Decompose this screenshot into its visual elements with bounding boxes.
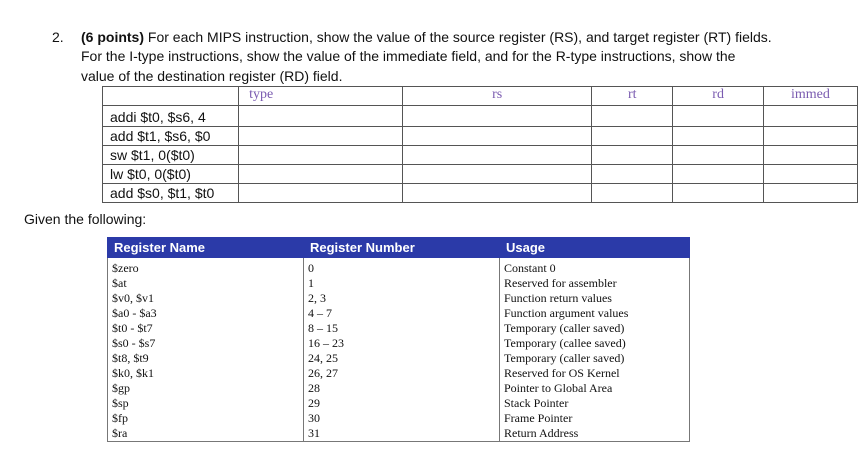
- table-row: [108, 336, 690, 351]
- header-usage: Usage: [500, 238, 690, 258]
- table-row: [103, 184, 858, 203]
- register-name-cell: $at: [108, 276, 304, 291]
- header-blank: [103, 87, 239, 106]
- instruction-table: [102, 86, 858, 203]
- register-name-cell: $t0 - $t7: [108, 321, 304, 336]
- table-row: [108, 291, 690, 306]
- table-row: [108, 351, 690, 366]
- table-row: [108, 411, 690, 426]
- register-number-cell: 26, 27: [304, 366, 500, 381]
- answer-cell-rt[interactable]: [592, 165, 673, 184]
- register-usage-cell: Temporary (callee saved): [500, 336, 690, 351]
- answer-cell-rd[interactable]: [673, 106, 763, 127]
- register-number-cell: 2, 3: [304, 291, 500, 306]
- instruction-cell: sw $t1, 0($t0): [103, 146, 239, 165]
- table-row: [103, 165, 858, 184]
- register-usage-cell: Function argument values: [500, 306, 690, 321]
- question-points: (6 points): [81, 29, 144, 45]
- table-row: [103, 146, 858, 165]
- register-number-cell: 0: [304, 258, 500, 277]
- register-name-cell: $fp: [108, 411, 304, 426]
- table-row: [108, 426, 690, 442]
- table-row: [103, 127, 858, 146]
- header-type: type: [239, 87, 403, 106]
- question-line-1-text: For each MIPS instruction, show the value of the source register (RS), and target register (RT) fields.: [144, 29, 772, 45]
- answer-cell-rt[interactable]: [592, 184, 673, 203]
- question-line-1: [81, 27, 772, 47]
- register-number-cell: 4 – 7: [304, 306, 500, 321]
- answer-cell-type[interactable]: [239, 146, 403, 165]
- register-number-cell: 28: [304, 381, 500, 396]
- instruction-cell: addi $t0, $s6, 4: [103, 106, 239, 127]
- table-row: [108, 366, 690, 381]
- answer-cell-type[interactable]: [239, 184, 403, 203]
- answer-cell-rs[interactable]: [403, 127, 592, 146]
- register-usage-cell: Stack Pointer: [500, 396, 690, 411]
- given-text: Given the following:: [24, 211, 147, 227]
- answer-cell-type[interactable]: [239, 106, 403, 127]
- answer-cell-rd[interactable]: [673, 184, 763, 203]
- register-name-cell: $zero: [108, 258, 304, 277]
- answer-cell-immed[interactable]: [763, 165, 857, 184]
- answer-cell-immed[interactable]: [763, 146, 857, 165]
- table-row: [108, 258, 690, 277]
- table-row: [108, 396, 690, 411]
- register-number-cell: 1: [304, 276, 500, 291]
- register-number-cell: 8 – 15: [304, 321, 500, 336]
- table-row: [108, 276, 690, 291]
- register-usage-cell: Function return values: [500, 291, 690, 306]
- register-usage-cell: Temporary (caller saved): [500, 321, 690, 336]
- answer-cell-rs[interactable]: [403, 146, 592, 165]
- register-name-cell: $v0, $v1: [108, 291, 304, 306]
- answer-cell-immed[interactable]: [763, 184, 857, 203]
- register-name-cell: $t8, $t9: [108, 351, 304, 366]
- answer-cell-rt[interactable]: [592, 146, 673, 165]
- register-table-body: [108, 258, 690, 442]
- header-register-name: Register Name: [108, 238, 304, 258]
- register-name-cell: $k0, $k1: [108, 366, 304, 381]
- register-usage-cell: Temporary (caller saved): [500, 351, 690, 366]
- register-name-cell: $a0 - $a3: [108, 306, 304, 321]
- answer-cell-rt[interactable]: [592, 127, 673, 146]
- register-name-cell: $sp: [108, 396, 304, 411]
- answer-cell-rs[interactable]: [403, 184, 592, 203]
- instruction-cell: lw $t0, 0($t0): [103, 165, 239, 184]
- table-row: [103, 106, 858, 127]
- answer-cell-type[interactable]: [239, 165, 403, 184]
- register-number-cell: 31: [304, 426, 500, 442]
- header-register-number: Register Number: [304, 238, 500, 258]
- answer-cell-rt[interactable]: [592, 106, 673, 127]
- register-name-cell: $s0 - $s7: [108, 336, 304, 351]
- register-usage-cell: Reserved for assembler: [500, 276, 690, 291]
- instruction-table-header: [103, 87, 858, 106]
- register-usage-cell: Constant 0: [500, 258, 690, 277]
- answer-cell-type[interactable]: [239, 127, 403, 146]
- question-line-2: For the I-type instructions, show the value of the immediate field, and for the R-type instructions, show the: [81, 48, 736, 64]
- answer-cell-rd[interactable]: [673, 146, 763, 165]
- register-usage-cell: Pointer to Global Area: [500, 381, 690, 396]
- register-number-cell: 30: [304, 411, 500, 426]
- answer-cell-immed[interactable]: [763, 106, 857, 127]
- header-rs: rs: [403, 87, 592, 106]
- header-rd: rd: [673, 87, 763, 106]
- table-row: [108, 321, 690, 336]
- instruction-cell: add $t1, $s6, $0: [103, 127, 239, 146]
- table-row: [108, 381, 690, 396]
- header-rt: rt: [592, 87, 673, 106]
- table-row: [108, 306, 690, 321]
- register-usage-cell: Frame Pointer: [500, 411, 690, 426]
- answer-cell-rs[interactable]: [403, 165, 592, 184]
- register-table-header: [108, 238, 690, 258]
- question-number: 2.: [52, 29, 64, 45]
- instruction-cell: add $s0, $t1, $t0: [103, 184, 239, 203]
- register-usage-cell: Return Address: [500, 426, 690, 442]
- register-number-cell: 24, 25: [304, 351, 500, 366]
- answer-cell-rd[interactable]: [673, 165, 763, 184]
- header-immed: immed: [763, 87, 857, 106]
- question-line-3: value of the destination register (RD) field.: [81, 68, 343, 84]
- register-name-cell: $gp: [108, 381, 304, 396]
- register-table: [107, 237, 690, 442]
- answer-cell-rd[interactable]: [673, 127, 763, 146]
- register-name-cell: $ra: [108, 426, 304, 442]
- register-usage-cell: Reserved for OS Kernel: [500, 366, 690, 381]
- answer-cell-immed[interactable]: [763, 127, 857, 146]
- register-number-cell: 16 – 23: [304, 336, 500, 351]
- register-number-cell: 29: [304, 396, 500, 411]
- answer-cell-rs[interactable]: [403, 106, 592, 127]
